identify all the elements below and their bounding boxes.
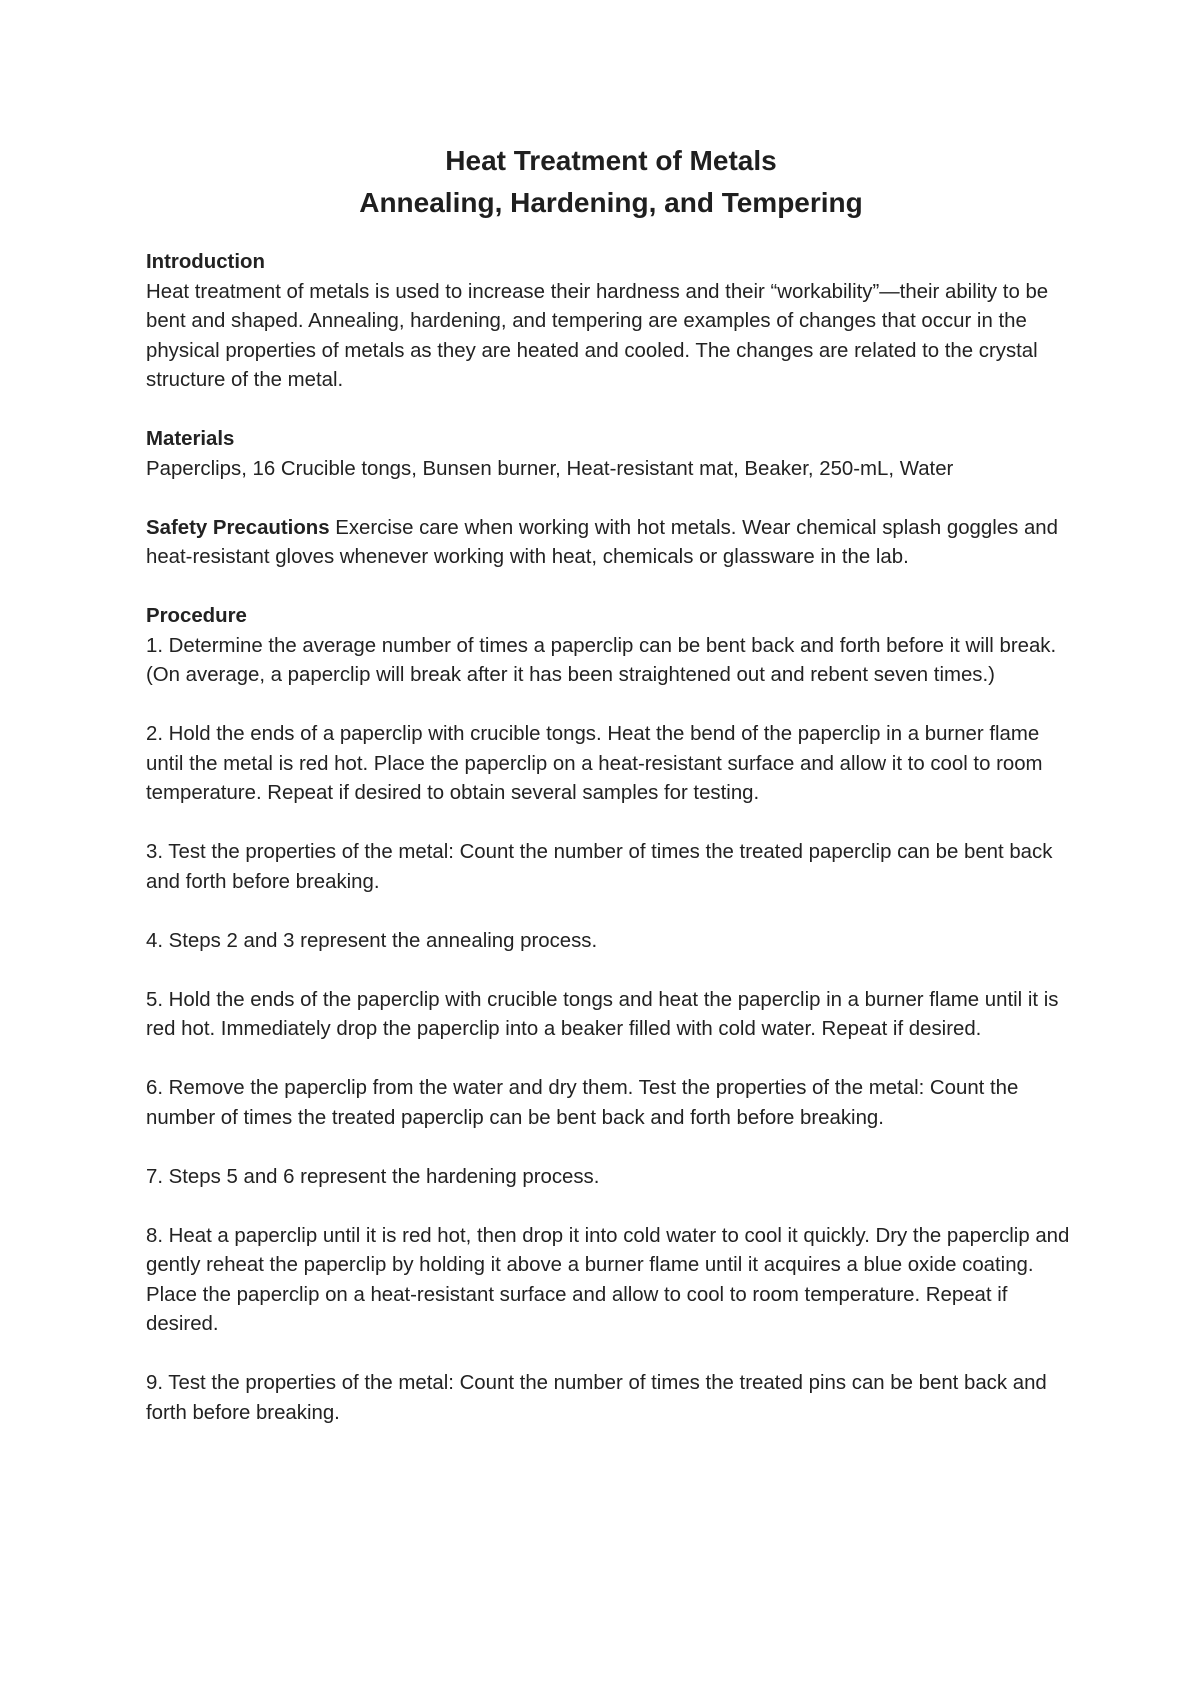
procedure-step-2: 2. Hold the ends of a paperclip with crucible tongs. Heat the bend of the paperclip in a burner flame until the metal is red hot. Place the paperclip on a heat-resistant surface and allow it to cool to room temperature. Repeat if desired to obtain several samples for testing. [146,723,1043,804]
procedure-heading: Procedure [146,605,247,627]
safety-heading: Safety Precautions [146,516,330,539]
procedure-step-9: 9. Test the properties of the metal: Count the number of times the treated pins can be bent back and forth before breaking. [146,1372,1047,1424]
document-page [146,140,1076,1458]
document-title [146,140,1076,224]
procedure-section [146,602,1076,1428]
procedure-step-5: 5. Hold the ends of the paperclip with crucible tongs and heat the paperclip in a burner flame until it is red hot. Immediately drop the paperclip into a beaker filled with cold water. Repeat if desired. [146,988,1059,1040]
title-line-1: Heat Treatment of Metals [445,145,777,176]
procedure-step-7: 7. Steps 5 and 6 represent the hardening process. [146,1165,600,1188]
introduction-section [146,248,1076,396]
title-line-2: Annealing, Hardening, and Tempering [359,187,863,218]
procedure-step-3: 3. Test the properties of the metal: Count the number of times the treated paperclip can be bent back and forth before breaking. [146,841,1053,893]
safety-paragraph [146,514,1076,573]
materials-section [146,425,1076,484]
procedure-step-8: 8. Heat a paperclip until it is red hot, then drop it into cold water to cool it quickly. Dry the paperclip and gently reheat the paperclip by holding it above a burner flame until it acquires a blue oxide coating. Place the paperclip on a heat-resistant surface and allow to cool to room temperature. Repeat if desired. [146,1224,1070,1335]
introduction-heading: Introduction [146,251,265,273]
safety-text: Exercise care when working with hot metals. Wear chemical splash goggles and heat-resistant gloves whenever working with heat, chemicals or glassware in the lab. [146,516,1058,568]
safety-section [146,514,1076,573]
procedure-step-4: 4. Steps 2 and 3 represent the annealing process. [146,929,598,952]
procedure-step-1: 1. Determine the average number of times a paperclip can be bent back and forth before it will break. (On average, a paperclip will break after it has been straightened out and rebent seven times.) [146,634,1057,686]
procedure-step-6: 6. Remove the paperclip from the water and dry them. Test the properties of the metal: Count the number of times the treated paperclip can be bent back and forth before breaking. [146,1077,1019,1129]
introduction-text: Heat treatment of metals is used to increase their hardness and their “workability”—their ability to be bent and shaped. Annealing, hardening, and tempering are examples of changes that occur in the physical properties of metals as they are heated and cooled. The changes are related to the crystal structure of the metal. [146,280,1049,391]
materials-heading: Materials [146,428,235,450]
materials-text: Paperclips, 16 Crucible tongs, Bunsen burner, Heat-resistant mat, Beaker, 250-mL, Water [146,457,954,480]
